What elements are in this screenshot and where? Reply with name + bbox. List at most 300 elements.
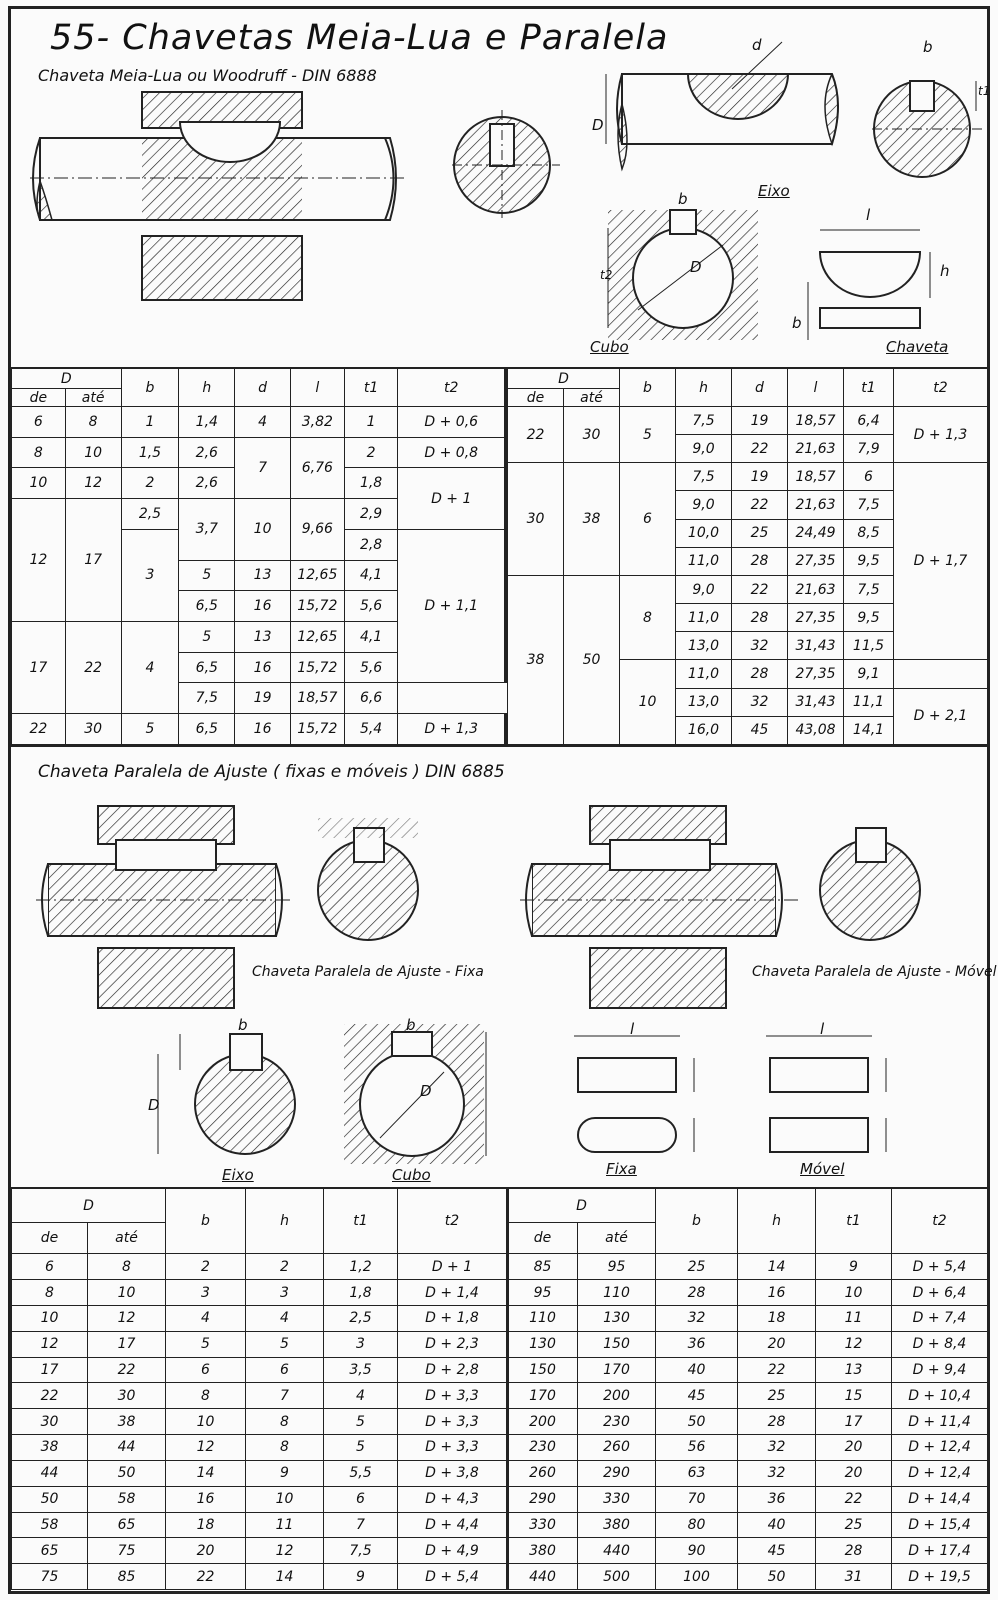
table-row (508, 1564, 988, 1590)
th-D: D (12, 1189, 166, 1223)
cell: 100 (656, 1564, 738, 1590)
dim-b-paralela-eixo: b (238, 1016, 248, 1034)
cell: 8 (12, 1280, 88, 1306)
cell: 5 (179, 622, 235, 653)
cell: 25 (732, 519, 788, 547)
table-row (12, 1486, 508, 1512)
cell: 7 (324, 1512, 398, 1538)
cell: 5 (246, 1331, 324, 1357)
cell: 10 (166, 1409, 246, 1435)
cell: 43,08 (788, 716, 844, 744)
cell: 3 (121, 529, 179, 621)
cell: 17 (88, 1331, 166, 1357)
cell: 80 (656, 1512, 738, 1538)
cell: 8 (12, 437, 66, 468)
cell: 32 (738, 1435, 816, 1461)
cell: 30 (508, 463, 564, 576)
cell: 7,5 (844, 491, 894, 519)
cell: 14 (738, 1254, 816, 1280)
cell: 32 (732, 632, 788, 660)
cell: 2,8 (344, 529, 398, 560)
th-l: l (788, 369, 844, 407)
cell: 65 (88, 1512, 166, 1538)
cell: 380 (578, 1512, 656, 1538)
cell: 16 (738, 1280, 816, 1306)
paralela-movel-section (820, 808, 930, 948)
cell: 20 (738, 1331, 816, 1357)
cell: 25 (656, 1254, 738, 1280)
dim-l-chaveta: l (866, 206, 871, 224)
th-d: d (235, 369, 291, 407)
cell: 10 (12, 1306, 88, 1332)
cell: 9,5 (844, 604, 894, 632)
cell: 5,6 (344, 591, 398, 622)
cell: 10 (12, 468, 66, 499)
cell: D + 17,4 (892, 1538, 988, 1564)
cell: 19 (732, 407, 788, 435)
cell: 20 (816, 1435, 892, 1461)
cell: 3 (246, 1280, 324, 1306)
cell: 6,4 (844, 407, 894, 435)
cell: D + 6,4 (892, 1280, 988, 1306)
dim-b-paralela-cubo: b (406, 1016, 416, 1034)
th-D: D (12, 369, 122, 389)
woodruff-table-left (11, 368, 507, 745)
cell: 11 (816, 1306, 892, 1332)
cell: 25 (738, 1383, 816, 1409)
cell: 12 (166, 1435, 246, 1461)
cell: 38 (88, 1409, 166, 1435)
cell: 45 (656, 1383, 738, 1409)
cell: 6,5 (179, 652, 235, 683)
cell: 5 (324, 1409, 398, 1435)
cell: 9,5 (844, 547, 894, 575)
cell: 7,5 (676, 463, 732, 491)
caption-fixa-1: Chaveta Paralela de Ajuste - Fixa (252, 964, 484, 980)
cell: 5,4 (344, 714, 398, 745)
cell: D + 1,4 (398, 1280, 508, 1306)
cell: 200 (578, 1383, 656, 1409)
table-row (508, 1486, 988, 1512)
woodruff-chaveta-label: Chaveta (886, 338, 949, 356)
woodruff-shaft-drawing (30, 86, 410, 311)
cell: 22 (732, 575, 788, 603)
th-d: d (732, 369, 788, 407)
cell: D + 3,8 (398, 1460, 508, 1486)
table-row (508, 1435, 988, 1461)
cell: 1,8 (324, 1280, 398, 1306)
th-D: D (508, 1189, 656, 1223)
cell: 330 (508, 1512, 578, 1538)
cell: 9,0 (676, 575, 732, 603)
th-b: b (656, 1189, 738, 1254)
cell: 13 (235, 560, 291, 591)
cell: 110 (578, 1280, 656, 1306)
cell: 38 (508, 575, 564, 744)
cell: 5 (179, 560, 235, 591)
cell: 1 (121, 407, 179, 438)
woodruff-eixo-label: Eixo (758, 182, 790, 200)
th-h: h (246, 1189, 324, 1254)
cell: 5 (324, 1435, 398, 1461)
table-row (12, 1512, 508, 1538)
cell: 6 (620, 463, 676, 576)
cell: 25 (816, 1512, 892, 1538)
cell: 22 (12, 1383, 88, 1409)
cell: 28 (738, 1409, 816, 1435)
cell: 28 (656, 1280, 738, 1306)
separator-middle (11, 745, 987, 747)
cell: 12,65 (290, 622, 344, 653)
th-de: de (508, 1223, 578, 1254)
cell: 22 (738, 1357, 816, 1383)
cell: 260 (508, 1460, 578, 1486)
cell: 2,5 (121, 499, 179, 530)
cell: 22 (65, 622, 121, 714)
th-h: h (676, 369, 732, 407)
cell: D + 3,3 (398, 1435, 508, 1461)
th-ate: até (578, 1223, 656, 1254)
table-row (508, 1460, 988, 1486)
table-row (508, 1357, 988, 1383)
cell: 31 (816, 1564, 892, 1590)
cell: 50 (88, 1460, 166, 1486)
th-ate: até (65, 389, 121, 407)
cell: 6,5 (179, 714, 235, 745)
cell: 30 (12, 1409, 88, 1435)
cell: 5,6 (344, 652, 398, 683)
cell: 32 (732, 688, 788, 716)
cell: 5 (620, 407, 676, 463)
cell: D + 3,3 (398, 1409, 508, 1435)
cell: 150 (578, 1331, 656, 1357)
table-row (508, 1306, 988, 1332)
cell: 2,5 (324, 1306, 398, 1332)
paralela-fixa-section (318, 808, 428, 948)
cell: D + 12,4 (892, 1435, 988, 1461)
cell: 65 (12, 1538, 88, 1564)
cell: 1,4 (179, 407, 235, 438)
cell: 5 (166, 1331, 246, 1357)
cell: 70 (656, 1486, 738, 1512)
cell: 5,5 (324, 1460, 398, 1486)
cell: 13,0 (676, 688, 732, 716)
table-row (12, 1383, 508, 1409)
cell: 14 (166, 1460, 246, 1486)
th-h: h (738, 1189, 816, 1254)
cell: D + 14,4 (892, 1486, 988, 1512)
cell: 12 (246, 1538, 324, 1564)
th-b: b (166, 1189, 246, 1254)
cell: 2,9 (344, 499, 398, 530)
cell: 15,72 (290, 714, 344, 745)
paralela-eixo-detail (150, 1016, 310, 1176)
cell: 130 (578, 1306, 656, 1332)
cell: 6 (12, 407, 66, 438)
cell: 16 (235, 714, 291, 745)
cell: 7,9 (844, 435, 894, 463)
cell: 19 (235, 683, 291, 714)
cell: 10 (88, 1280, 166, 1306)
cell: D + 19,5 (892, 1564, 988, 1590)
cell: 36 (738, 1486, 816, 1512)
dim-l-movel: l (820, 1020, 825, 1038)
cell: 85 (508, 1254, 578, 1280)
cell: 22 (508, 407, 564, 463)
cell: 18 (166, 1512, 246, 1538)
table-row (12, 1564, 508, 1590)
cell: 2 (166, 1254, 246, 1280)
cell: 2 (246, 1254, 324, 1280)
cell: 28 (816, 1538, 892, 1564)
cell: 3 (166, 1280, 246, 1306)
cell: 10 (65, 437, 121, 468)
table-row (508, 1512, 988, 1538)
cell: 3 (324, 1331, 398, 1357)
cell: 200 (508, 1409, 578, 1435)
cell: 440 (508, 1564, 578, 1590)
cell: 28 (732, 660, 788, 688)
paralela-fixa-label: Fixa (606, 1160, 637, 1178)
table-row (12, 1435, 508, 1461)
th-l: l (290, 369, 344, 407)
cell: 4 (324, 1383, 398, 1409)
cell: D + 3,3 (398, 1383, 508, 1409)
cell: D + 11,4 (892, 1409, 988, 1435)
cell: 21,63 (788, 491, 844, 519)
cell: 2,6 (179, 437, 235, 468)
cell: 500 (578, 1564, 656, 1590)
cell: 12 (65, 468, 121, 499)
cell: 44 (12, 1460, 88, 1486)
cell: 8 (246, 1435, 324, 1461)
cell: 10 (816, 1280, 892, 1306)
th-b: b (121, 369, 179, 407)
cell: 7,5 (179, 683, 235, 714)
cell: D + 8,4 (892, 1331, 988, 1357)
th-D: D (508, 369, 620, 389)
table-row (508, 1409, 988, 1435)
cell: 9 (816, 1254, 892, 1280)
cell: 12 (816, 1331, 892, 1357)
cell: 5 (121, 714, 179, 745)
cell: 4 (246, 1306, 324, 1332)
cell: 9,66 (290, 499, 344, 560)
dim-h-chaveta: h (940, 262, 950, 280)
cell: 44 (88, 1435, 166, 1461)
cell: 22 (732, 491, 788, 519)
dim-D-paralela-cubo: D (420, 1082, 432, 1100)
cell: 17 (12, 622, 66, 714)
cell: 260 (578, 1435, 656, 1461)
cell: D + 0,8 (398, 437, 506, 468)
dim-b-cubo: b (678, 190, 688, 208)
cell: 380 (508, 1538, 578, 1564)
paralela-movel-label: Móvel (800, 1160, 845, 1178)
cell: 6 (12, 1254, 88, 1280)
th-b: b (620, 369, 676, 407)
cell: 20 (166, 1538, 246, 1564)
cell: 8 (88, 1254, 166, 1280)
th-t2: t2 (894, 369, 988, 407)
cell: 12,65 (290, 560, 344, 591)
woodruff-chaveta-detail (800, 212, 950, 342)
cell: 15,72 (290, 652, 344, 683)
table-row (12, 1306, 508, 1332)
cell: 22 (12, 714, 66, 745)
cell: 31,43 (788, 688, 844, 716)
cell: 18,57 (788, 463, 844, 491)
cell: 4 (166, 1306, 246, 1332)
cell: 31,43 (788, 632, 844, 660)
cell: 75 (88, 1538, 166, 1564)
cell: D + 2,1 (894, 688, 988, 744)
cell: 10 (235, 499, 291, 560)
cell: 22 (732, 435, 788, 463)
key-fixa-shape (570, 1028, 710, 1178)
cell: 12 (12, 1331, 88, 1357)
cell: 58 (88, 1486, 166, 1512)
cell: D + 0,6 (398, 407, 506, 438)
cell: 6 (246, 1357, 324, 1383)
cell: 18 (738, 1306, 816, 1332)
cell: 7,5 (676, 407, 732, 435)
cell: 85 (88, 1564, 166, 1590)
cell: 10,0 (676, 519, 732, 547)
cell: 45 (738, 1538, 816, 1564)
cell: D + 4,3 (398, 1486, 508, 1512)
cell: 6 (166, 1357, 246, 1383)
cell: 11,0 (676, 660, 732, 688)
cell: 17 (65, 499, 121, 622)
cell: 95 (508, 1280, 578, 1306)
cell: 8 (166, 1383, 246, 1409)
cell: 38 (12, 1435, 88, 1461)
paralela-eixo-label: Eixo (222, 1166, 254, 1184)
cell: 21,63 (788, 575, 844, 603)
cell: D + 1 (398, 1254, 508, 1280)
cell: 22 (166, 1564, 246, 1590)
cell: 4,1 (344, 560, 398, 591)
cell: 170 (578, 1357, 656, 1383)
cell: 16 (166, 1486, 246, 1512)
cell: 9 (324, 1564, 398, 1590)
cell: 15,72 (290, 591, 344, 622)
dim-D-paralela-eixo: D (148, 1096, 160, 1114)
cell: 40 (738, 1512, 816, 1538)
cell: D + 10,4 (892, 1383, 988, 1409)
cell: 10 (246, 1486, 324, 1512)
cell: 50 (738, 1564, 816, 1590)
cell: 19 (732, 463, 788, 491)
cell: 9 (246, 1460, 324, 1486)
woodruff-table-right (507, 368, 988, 745)
table-row (508, 1280, 988, 1306)
cell: 9,1 (844, 660, 894, 688)
cell: 45 (732, 716, 788, 744)
cell: 230 (578, 1409, 656, 1435)
cell: D + 5,4 (398, 1564, 508, 1590)
cell: 3,7 (179, 499, 235, 560)
th-de: de (508, 389, 564, 407)
cell: 6 (844, 463, 894, 491)
cell: 4,1 (344, 622, 398, 653)
dim-t1-eixo: t1 (978, 84, 991, 98)
table-row (508, 1331, 988, 1357)
cell: D + 1,1 (398, 529, 506, 683)
cell: 7 (246, 1383, 324, 1409)
th-t1: t1 (324, 1189, 398, 1254)
cell: 6,76 (290, 437, 344, 498)
table-row (12, 1280, 508, 1306)
cell: 7 (235, 437, 291, 498)
cell: 290 (578, 1460, 656, 1486)
cell: 2 (344, 437, 398, 468)
th-h: h (179, 369, 235, 407)
cell: 22 (816, 1486, 892, 1512)
dim-t2-cubo: t2 (600, 268, 613, 282)
table-row (12, 1331, 508, 1357)
cell: 330 (578, 1486, 656, 1512)
cell: 11 (246, 1512, 324, 1538)
cell: 6 (324, 1486, 398, 1512)
paralela-table-left (11, 1188, 509, 1590)
cell: 32 (738, 1460, 816, 1486)
table-row (12, 1254, 508, 1280)
cell: D + 2,8 (398, 1357, 508, 1383)
cell: 50 (564, 575, 620, 744)
caption-movel-1: Chaveta Paralela de Ajuste - Móvel (752, 964, 997, 980)
th-t1: t1 (816, 1189, 892, 1254)
table-row (12, 1538, 508, 1564)
cell: 30 (564, 407, 620, 463)
cell: 63 (656, 1460, 738, 1486)
cell: 11,0 (676, 604, 732, 632)
cell: 50 (656, 1409, 738, 1435)
cell: 75 (12, 1564, 88, 1590)
th-de: de (12, 389, 66, 407)
table-row (12, 1357, 508, 1383)
cell: 18,57 (788, 407, 844, 435)
cell: 90 (656, 1538, 738, 1564)
cell: D + 9,4 (892, 1357, 988, 1383)
cell: 3,5 (324, 1357, 398, 1383)
cell: 20 (816, 1460, 892, 1486)
table-row (12, 1409, 508, 1435)
dim-D-eixo: D (592, 116, 604, 134)
page-title: 55- Chavetas Meia-Lua e Paralela (50, 18, 669, 58)
th-t2: t2 (892, 1189, 988, 1254)
dim-D-cubo: D (690, 258, 702, 276)
th-t1: t1 (844, 369, 894, 407)
cell: 1,5 (121, 437, 179, 468)
cell: 27,35 (788, 660, 844, 688)
cell: 18,57 (290, 683, 344, 714)
dim-b-chaveta: b (792, 314, 802, 332)
cell: 2 (121, 468, 179, 499)
cell: 13 (235, 622, 291, 653)
table-row (508, 1383, 988, 1409)
cell: 440 (578, 1538, 656, 1564)
cell: 4 (235, 407, 291, 438)
cell: 56 (656, 1435, 738, 1461)
cell: D + 4,4 (398, 1512, 508, 1538)
th-ate: até (88, 1223, 166, 1254)
cell: D + 1,7 (894, 463, 988, 660)
paralela-table-right (507, 1188, 988, 1590)
cell: D + 4,9 (398, 1538, 508, 1564)
cell: 12 (88, 1306, 166, 1332)
